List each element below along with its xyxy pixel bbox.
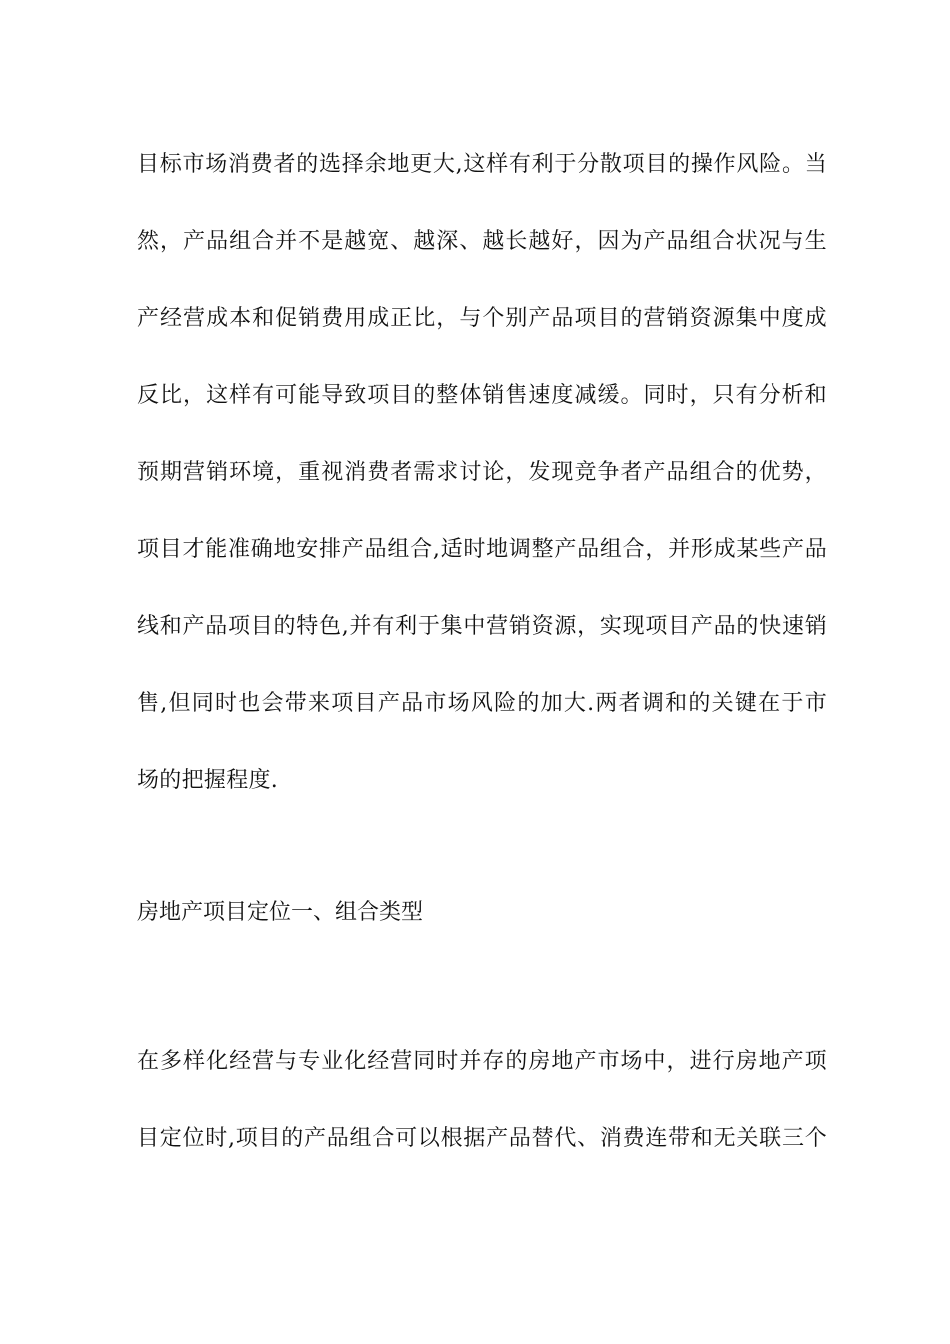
paragraph-line: 反比，这样有可能导致项目的整体销售速度减缓。同时，只有分析和 — [137, 383, 827, 408]
paragraph-line: 线和产品项目的特色,并有利于集中营销资源，实现项目产品的快速销 — [137, 614, 827, 639]
paragraph-line: 目定位时,项目的产品组合可以根据产品替代、消费连带和无关联三个 — [137, 1126, 827, 1151]
section-heading: 房地产项目定位一、组合类型 — [137, 900, 424, 925]
paragraph-line: 售,但同时也会带来项目产品市场风险的加大.两者调和的关键在于市 — [137, 691, 827, 716]
paragraph-line: 然，产品组合并不是越宽、越深、越长越好，因为产品组合状况与生 — [137, 229, 827, 254]
paragraph-line: 场的把握程度. — [137, 768, 279, 793]
paragraph-line: 目标市场消费者的选择余地更大,这样有利于分散项目的操作风险。当 — [137, 152, 827, 177]
paragraph-line: 预期营销环境，重视消费者需求讨论，发现竞争者产品组合的优势， — [137, 460, 827, 485]
paragraph-line: 在多样化经营与专业化经营同时并存的房地产市场中，进行房地产项 — [137, 1049, 827, 1074]
paragraph-line: 项目才能准确地安排产品组合,适时地调整产品组合，并形成某些产品 — [137, 537, 827, 562]
paragraph-line: 产经营成本和促销费用成正比，与个别产品项目的营销资源集中度成 — [137, 306, 827, 331]
